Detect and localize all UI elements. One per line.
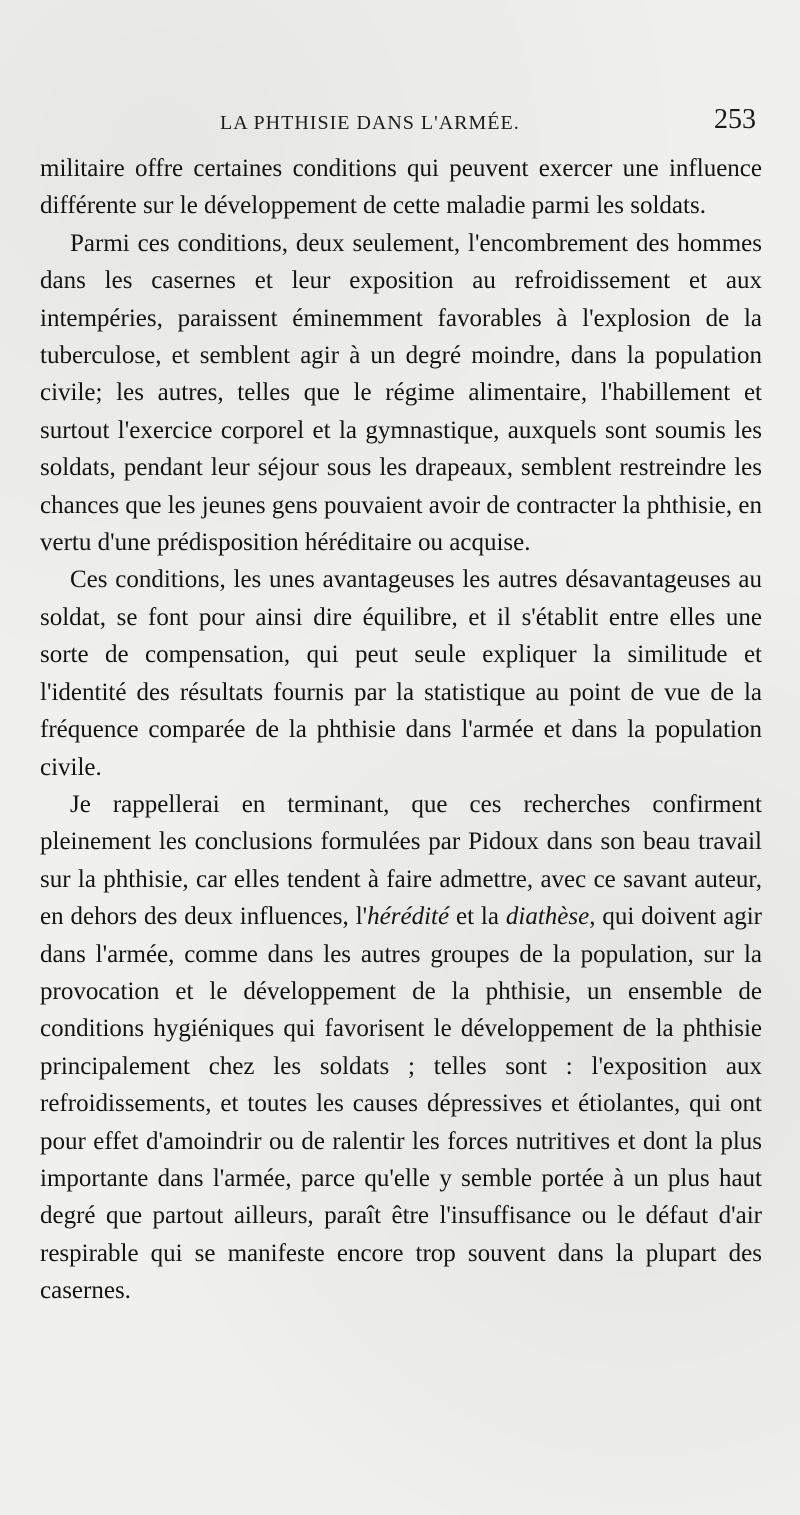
page-number: 253 <box>714 104 756 135</box>
paragraph-conclusion <box>40 786 762 1310</box>
running-title: LA PHTHISIE DANS L'ARMÉE. <box>220 112 520 134</box>
conclusion-text-start: Je rappellerai en terminant, que ces recherches confirment pleinement les conclusions formulées par Pidoux dans son beau travail sur la phthisie, car elles tendent à faire admettre, avec ce savant auteur, en dehors des deux influences, l' <box>40 790 762 931</box>
paragraph-continuation: militaire offre certaines conditions qui peuvent exercer une influence différente sur le développement de cette maladie parmi les soldats. <box>40 155 762 220</box>
conclusion-text-end: , qui doivent agir dans l'armée, comme dans les autres groupes de la population, sur la provocation et le développement de la phthisie, un ensemble de conditions hygiéniques qui favorisent le développement de la phthisie principalement chez les soldats ; telles sont : l'exposition aux refroidissements, et toutes les causes dépressives et étiolantes, qui ont pour effet d'amoindrir ou de ralentir les forces nutritives et dont la plus importante dans l'armée, parce qu'elle y semble portée à un plus haut degré que partout ailleurs, paraît être l'insuffisance ou le défaut d'air respirable qui se manifeste encore trop souvent dans la plupart des casernes. <box>40 903 762 1305</box>
conclusion-text-between: et la <box>449 903 506 931</box>
body-text <box>40 150 762 1310</box>
paragraph-conditions: Parmi ces conditions, deux seulement, l'encombrement des hommes dans les casernes et leur exposition au refroidissement et aux intempéries, paraissent éminemment favorables à l'explosion de la tuberculose, et semblent agir à un degré moindre, dans la population civile; les autres, telles que le régime alimentaire, l'habillement et surtout l'exercice corporel et la gymnastique, auxquels sont soumis les soldats, pendant leur séjour sous les drapeaux, semblent restreindre les chances que les jeunes gens pouvaient avoir de contracter la phthisie, en vertu d'une prédisposition héréditaire ou acquise. <box>40 229 762 557</box>
italic-diathese: diathèse <box>505 903 590 931</box>
page-header <box>0 104 800 144</box>
italic-heredite: hérédité <box>367 903 450 931</box>
paragraph-compensation: Ces conditions, les unes avantageuses les autres désavantageuses au soldat, se font pour ainsi dire équilibre, et il s'établit entre elles une sorte de compensation, qui peut seule expliquer la similitude et l'identité des résultats fournis par la statistique au point de vue de la fréquence comparée de la phthisie dans l'armée et dans la population civile. <box>40 566 762 781</box>
